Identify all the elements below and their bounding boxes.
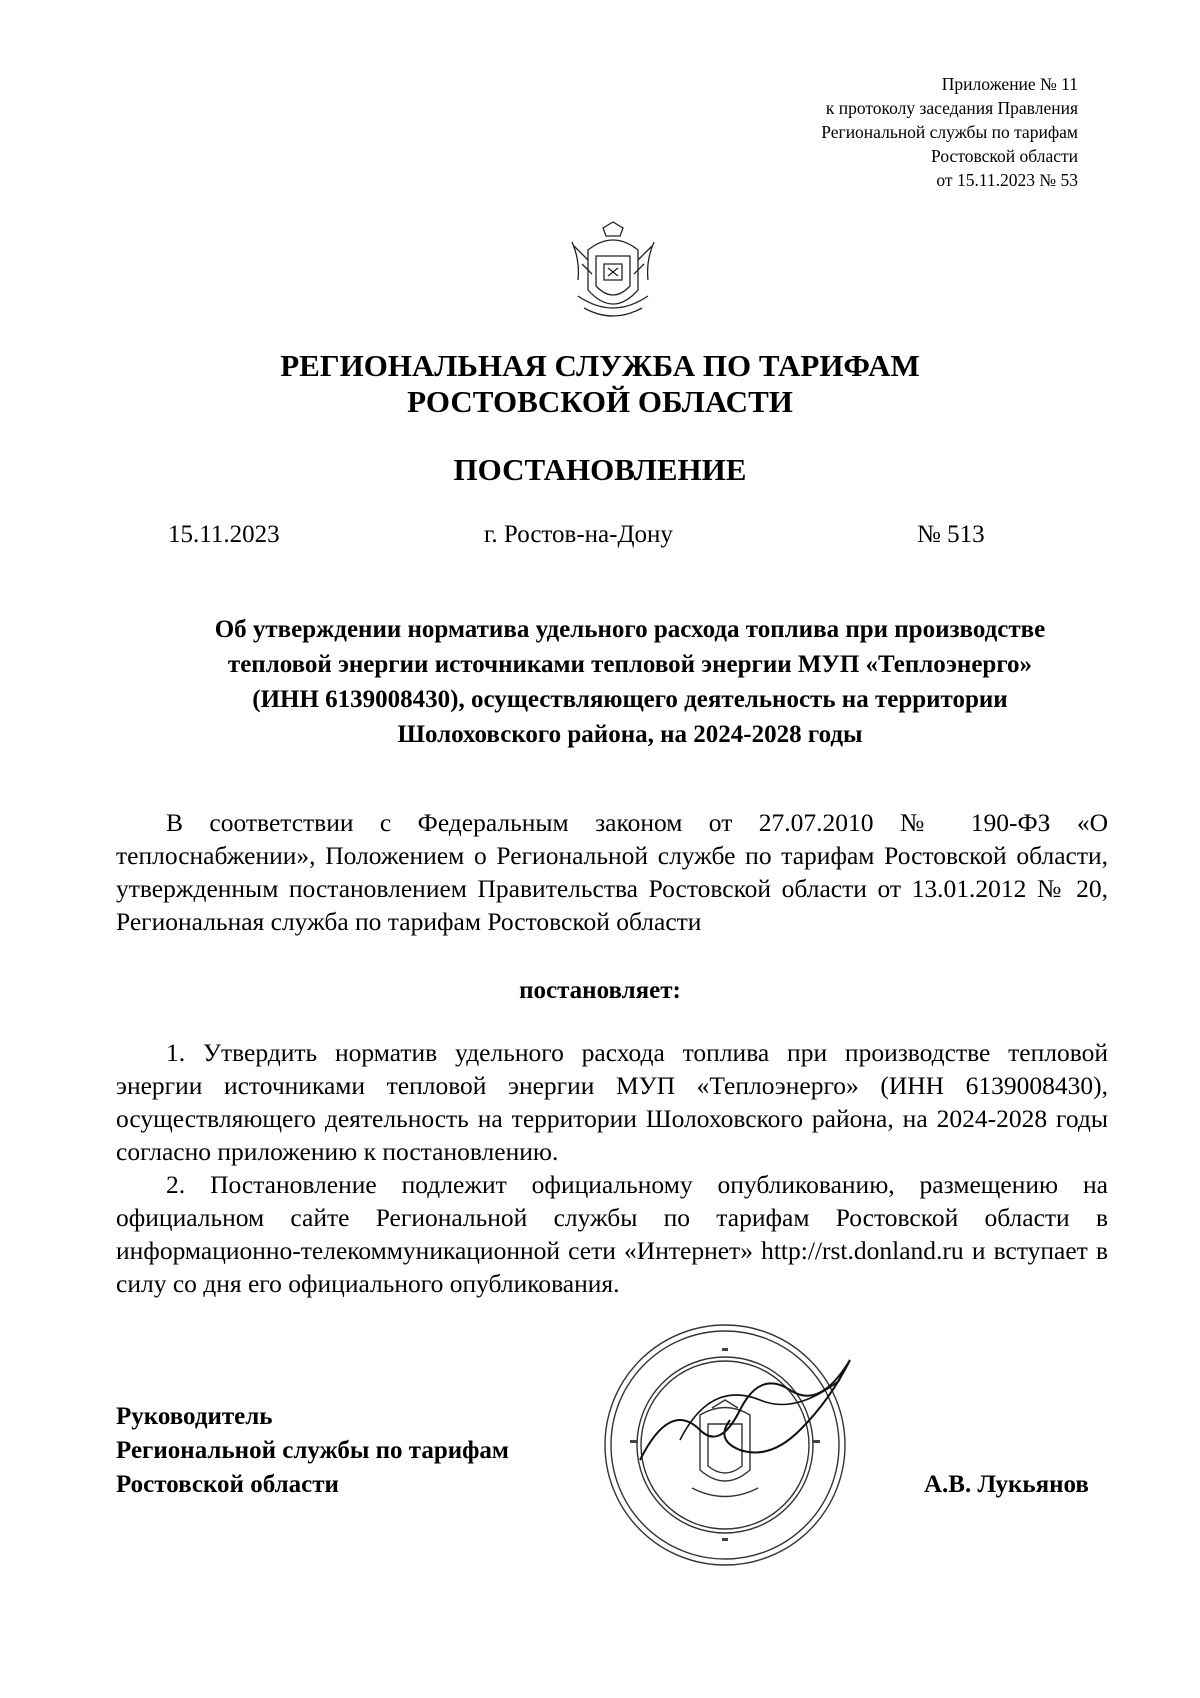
signatory-position-line: Руководитель <box>116 1403 273 1430</box>
annex-line: Приложение № 11 <box>941 74 1078 94</box>
legal-basis <box>116 806 1108 938</box>
signatory-position-line: Ростовской области <box>116 1471 339 1498</box>
document-type: ПОСТАНОВЛЕНИЕ <box>453 452 747 487</box>
organization-name-line: РОСТОВСКОЙ ОБЛАСТИ <box>407 384 793 419</box>
organization-name <box>0 348 1200 420</box>
title-line: Шолоховского района, на 2024-2028 годы <box>397 721 863 748</box>
title-line: Об утверждении норматива удельного расхода топлива при производстве <box>214 616 1046 643</box>
annex-line: к протоколу заседания Правления <box>825 98 1078 118</box>
signatory-position <box>116 1400 509 1502</box>
decree-items <box>116 1036 1108 1300</box>
organization-name-line: РЕГИОНАЛЬНАЯ СЛУЖБА ПО ТАРИФАМ <box>280 348 920 383</box>
decree-item: 2. Постановление подлежит официальному опубликованию, размещению на официальном сайте Региональной службы по тарифам Ростовской области в информационно-телекоммуникационной сети «Интернет» http://rst.donland.ru и вступает в силу со дня его официального опубликования. <box>116 1170 1108 1298</box>
document-title <box>150 612 1110 752</box>
document-number: № 513 <box>917 521 985 548</box>
decree-item: 1. Утвердить норматив удельного расхода топлива при производстве тепловой энергии источниками тепловой энергии МУП «Теплоэнерго» (ИНН 6139008430), осуществляющего деятельность на территории Шолоховского района, на 2024-2028 годы согласно приложению к постановлению. <box>116 1038 1108 1166</box>
annex-note <box>738 72 1078 192</box>
document-date: 15.11.2023 <box>168 521 280 548</box>
decree-word: постановляет: <box>519 977 681 1004</box>
coat-of-arms-icon <box>568 220 658 326</box>
signature-icon <box>620 1340 880 1490</box>
document-city: г. Ростов-на-Дону <box>484 521 673 548</box>
legal-basis-paragraph: В соответствии с Федеральным законом от 27.07.2010 № 190-ФЗ «О теплоснабжении», Положением о Региональной службе по тарифам Ростовской области, утвержденным постановлением Правительства Ростовской области от 13.01.2012 № 20, Региональная служба по тарифам Ростовской области <box>116 808 1108 936</box>
title-line: (ИНН 6139008430), осуществляющего деятельность на территории <box>252 686 1008 713</box>
annex-line: Региональной службы по тарифам <box>821 122 1078 142</box>
signatory-name: А.В. Лукьянов <box>924 1471 1089 1498</box>
annex-line: от 15.11.2023 № 53 <box>936 170 1078 190</box>
title-line: тепловой энергии источниками тепловой энергии МУП «Теплоэнерго» <box>227 651 1033 678</box>
annex-line: Ростовской области <box>931 146 1078 166</box>
signatory-position-line: Региональной службы по тарифам <box>116 1437 509 1464</box>
